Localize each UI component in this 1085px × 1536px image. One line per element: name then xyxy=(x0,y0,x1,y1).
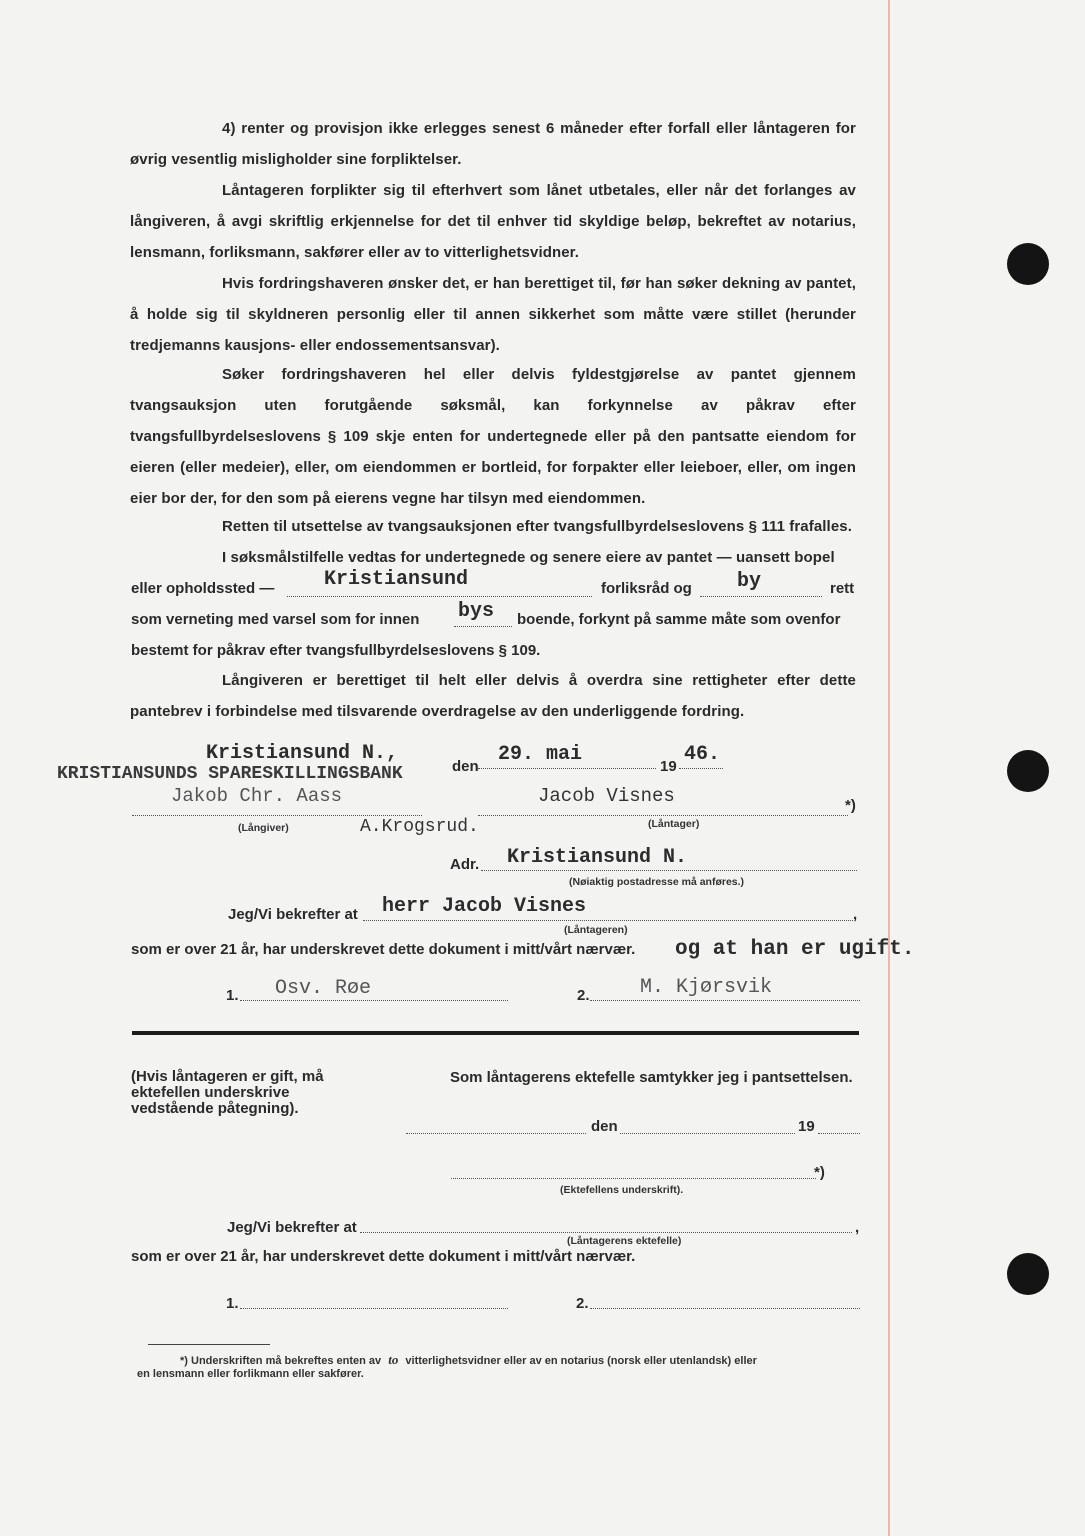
witness-statement: som er over 21 år, har underskrevet dette dokument i mitt/vårt nærvær. xyxy=(131,941,636,958)
spouse-confirm-label: Jeg/Vi bekrefter at xyxy=(227,1219,357,1236)
spouse-date-line xyxy=(620,1133,795,1134)
date-day: 29. mai xyxy=(498,743,583,766)
lender-signature-2: A.Krogsrud. xyxy=(360,817,479,837)
witness1-line xyxy=(240,1000,508,1001)
signing-place: Kristiansund N., xyxy=(206,742,399,765)
address-label: Adr. xyxy=(450,856,480,873)
venue-suffix: rett xyxy=(830,580,855,597)
venue-prefix: eller opholdssted — xyxy=(131,580,275,597)
date-year-prefix: 19 xyxy=(660,758,677,775)
spouse-witness-statement: som er over 21 år, har underskrevet dette dokument i mitt/vårt nærvær. xyxy=(131,1248,636,1265)
confirm-name-line xyxy=(363,920,853,921)
borrower-signature-line xyxy=(478,815,848,816)
venue-court-line xyxy=(700,596,822,597)
spouse-consent: Som låntagerens ektefelle samtykker jeg i pantsettelsen. xyxy=(450,1069,853,1086)
venue-line2-suffix: boende, forkynt på samme måte som ovenfor xyxy=(517,611,841,628)
paragraph-text: I søksmålstilfelle vedtas for undertegnede og senere eiere av pantet — uansett bopel xyxy=(222,549,835,566)
address-line xyxy=(481,870,857,871)
spouse-confirm-line xyxy=(360,1232,852,1233)
confirm-label: Jeg/Vi bekrefter at xyxy=(228,906,358,923)
spouse-den: den xyxy=(591,1118,618,1135)
witness-addition: og at han er ugift. xyxy=(675,938,915,961)
spouse-asterisk: *) xyxy=(814,1164,825,1181)
address-value: Kristiansund N. xyxy=(507,846,688,869)
borrower-asterisk: *) xyxy=(845,797,856,814)
paragraph-text: Låntageren forplikter sig til efterhvert som lånet utbetales, eller når det forlanges av långiveren, å avgi skriftlig erkjennelse for det til enhver tid skyldige beløp, bekreftet av notarius, lensmann, forliksmann, sakfører eller av to vitterlighetsvidner. xyxy=(130,182,856,261)
date-day-line xyxy=(478,768,656,769)
confirm-comma: , xyxy=(853,906,858,923)
paragraph-text: Hvis fordringshaveren ønsker det, er han berettiget til, før han søker dekning av pantet, å holde sig til skyldneren personlig eller til annen sikkerhet som måtte være stillet (herunder tredjemanns kausjons- eller endossementsansvar). xyxy=(130,275,856,354)
spouse-confirm-comma: , xyxy=(855,1219,860,1236)
footnote-handwritten: to xyxy=(388,1352,399,1367)
lender-label: (Långiver) xyxy=(238,822,289,834)
venue-mid: forliksråd og xyxy=(601,580,692,597)
venue-line3: bestemt for påkrav efter tvangsfullbyrdelseslovens § 109. xyxy=(131,642,541,659)
paragraph-transfer xyxy=(130,665,856,727)
confirm-name: herr Jacob Visnes xyxy=(382,895,587,918)
punch-hole xyxy=(1007,243,1049,285)
date-year: 46. xyxy=(684,743,721,766)
spouse-witness2-number: 2. xyxy=(576,1295,589,1312)
spouse-year-prefix: 19 xyxy=(798,1118,815,1135)
punch-hole xyxy=(1007,1253,1049,1295)
venue-within: bys xyxy=(458,600,495,623)
paragraph-postponement xyxy=(130,511,856,542)
paragraph-text: 4) renter og provisjon ikke erlegges senest 6 måneder efter forfall eller låntageren for øvrig vesentlig misligholder sine forpliktelser. xyxy=(130,120,856,168)
venue-line2-prefix: som verneting med varsel som for innen xyxy=(131,611,420,628)
spouse-place-line xyxy=(406,1133,586,1134)
date-den: den xyxy=(452,758,479,775)
spouse-confirm-label-under: (Låntagerens ektefelle) xyxy=(567,1235,682,1247)
paragraph-acknowledgement xyxy=(130,175,856,268)
witness1-signature: Osv. Røe xyxy=(275,977,372,1000)
spouse-witness2-line xyxy=(590,1308,860,1309)
witness1-number: 1. xyxy=(226,987,239,1004)
margin-rule xyxy=(888,0,890,1536)
footnote-line1 xyxy=(180,1352,757,1368)
spouse-signature-label: (Ektefellens underskrift). xyxy=(560,1184,684,1196)
spouse-witness1-number: 1. xyxy=(226,1295,239,1312)
confirm-name-label: (Låntageren) xyxy=(564,924,628,936)
paragraph-text: Långiveren er berettiget til helt eller delvis å overdra sine rettigheter efter dette pantebrev i forbindelse med tilsvarende overdragelse av den underliggende fordring. xyxy=(130,672,856,720)
venue-within-line xyxy=(454,626,512,627)
spouse-signature-line xyxy=(451,1178,816,1179)
address-note: (Nøiaktig postadresse må anføres.) xyxy=(569,876,745,888)
bank-stamp: KRISTIANSUNDS SPARESKILLINGSBANK xyxy=(57,764,403,784)
footnote-text: vitterlighetsvidner eller av en notarius (norsk eller utenlandsk) eller xyxy=(405,1355,757,1367)
section-divider xyxy=(132,1031,859,1035)
venue-place-line xyxy=(287,596,592,597)
lender-signature-line xyxy=(132,815,422,816)
venue-court: by xyxy=(737,570,762,593)
venue-place: Kristiansund xyxy=(324,568,469,591)
footnote-text: *) Underskriften må bekreftes enten av xyxy=(180,1355,382,1367)
paragraph-auction xyxy=(130,359,856,514)
paragraph-venue-intro xyxy=(130,542,856,573)
paragraph-text: Søker fordringshaveren hel eller delvis fyldestgjørelse av pantet gjennem tvangsauksjon uten forutgående søksmål, kan forkynnelse av påkrav efter tvangsfullbyrdelseslovens § 109 skje enten for undertegnede eller på den pantsatte eiendom for eieren (eller medeier), eller, om eiendommen er bortleid, for forpakter eller leieboer, eller, om ingen eier bor der, for den som på eierens vegne har tilsyn med eiendommen. xyxy=(130,366,856,507)
date-year-line xyxy=(679,768,723,769)
paragraph-creditor-rights xyxy=(130,268,856,361)
punch-hole xyxy=(1007,750,1049,792)
witness2-number: 2. xyxy=(577,987,590,1004)
borrower-signature: Jacob Visnes xyxy=(538,785,675,807)
footnote-line2: en lensmann eller forlikmann eller sakfører. xyxy=(137,1368,364,1380)
paragraph-default xyxy=(130,113,856,175)
paragraph-text: Retten til utsettelse av tvangsauksjonen efter tvangsfullbyrdelseslovens § 111 frafalles. xyxy=(222,518,852,535)
footnote-rule xyxy=(148,1344,270,1345)
spouse-note: (Hvis låntageren er gift, må ektefellen underskrive vedstående påtegning). xyxy=(131,1068,324,1117)
spouse-year-line xyxy=(818,1133,860,1134)
spouse-witness1-line xyxy=(240,1308,508,1309)
witness2-line xyxy=(590,1000,860,1001)
witness2-signature: M. Kjørsvik xyxy=(640,976,773,999)
lender-signature: Jakob Chr. Aass xyxy=(171,785,343,807)
borrower-label: (Låntager) xyxy=(648,818,700,830)
